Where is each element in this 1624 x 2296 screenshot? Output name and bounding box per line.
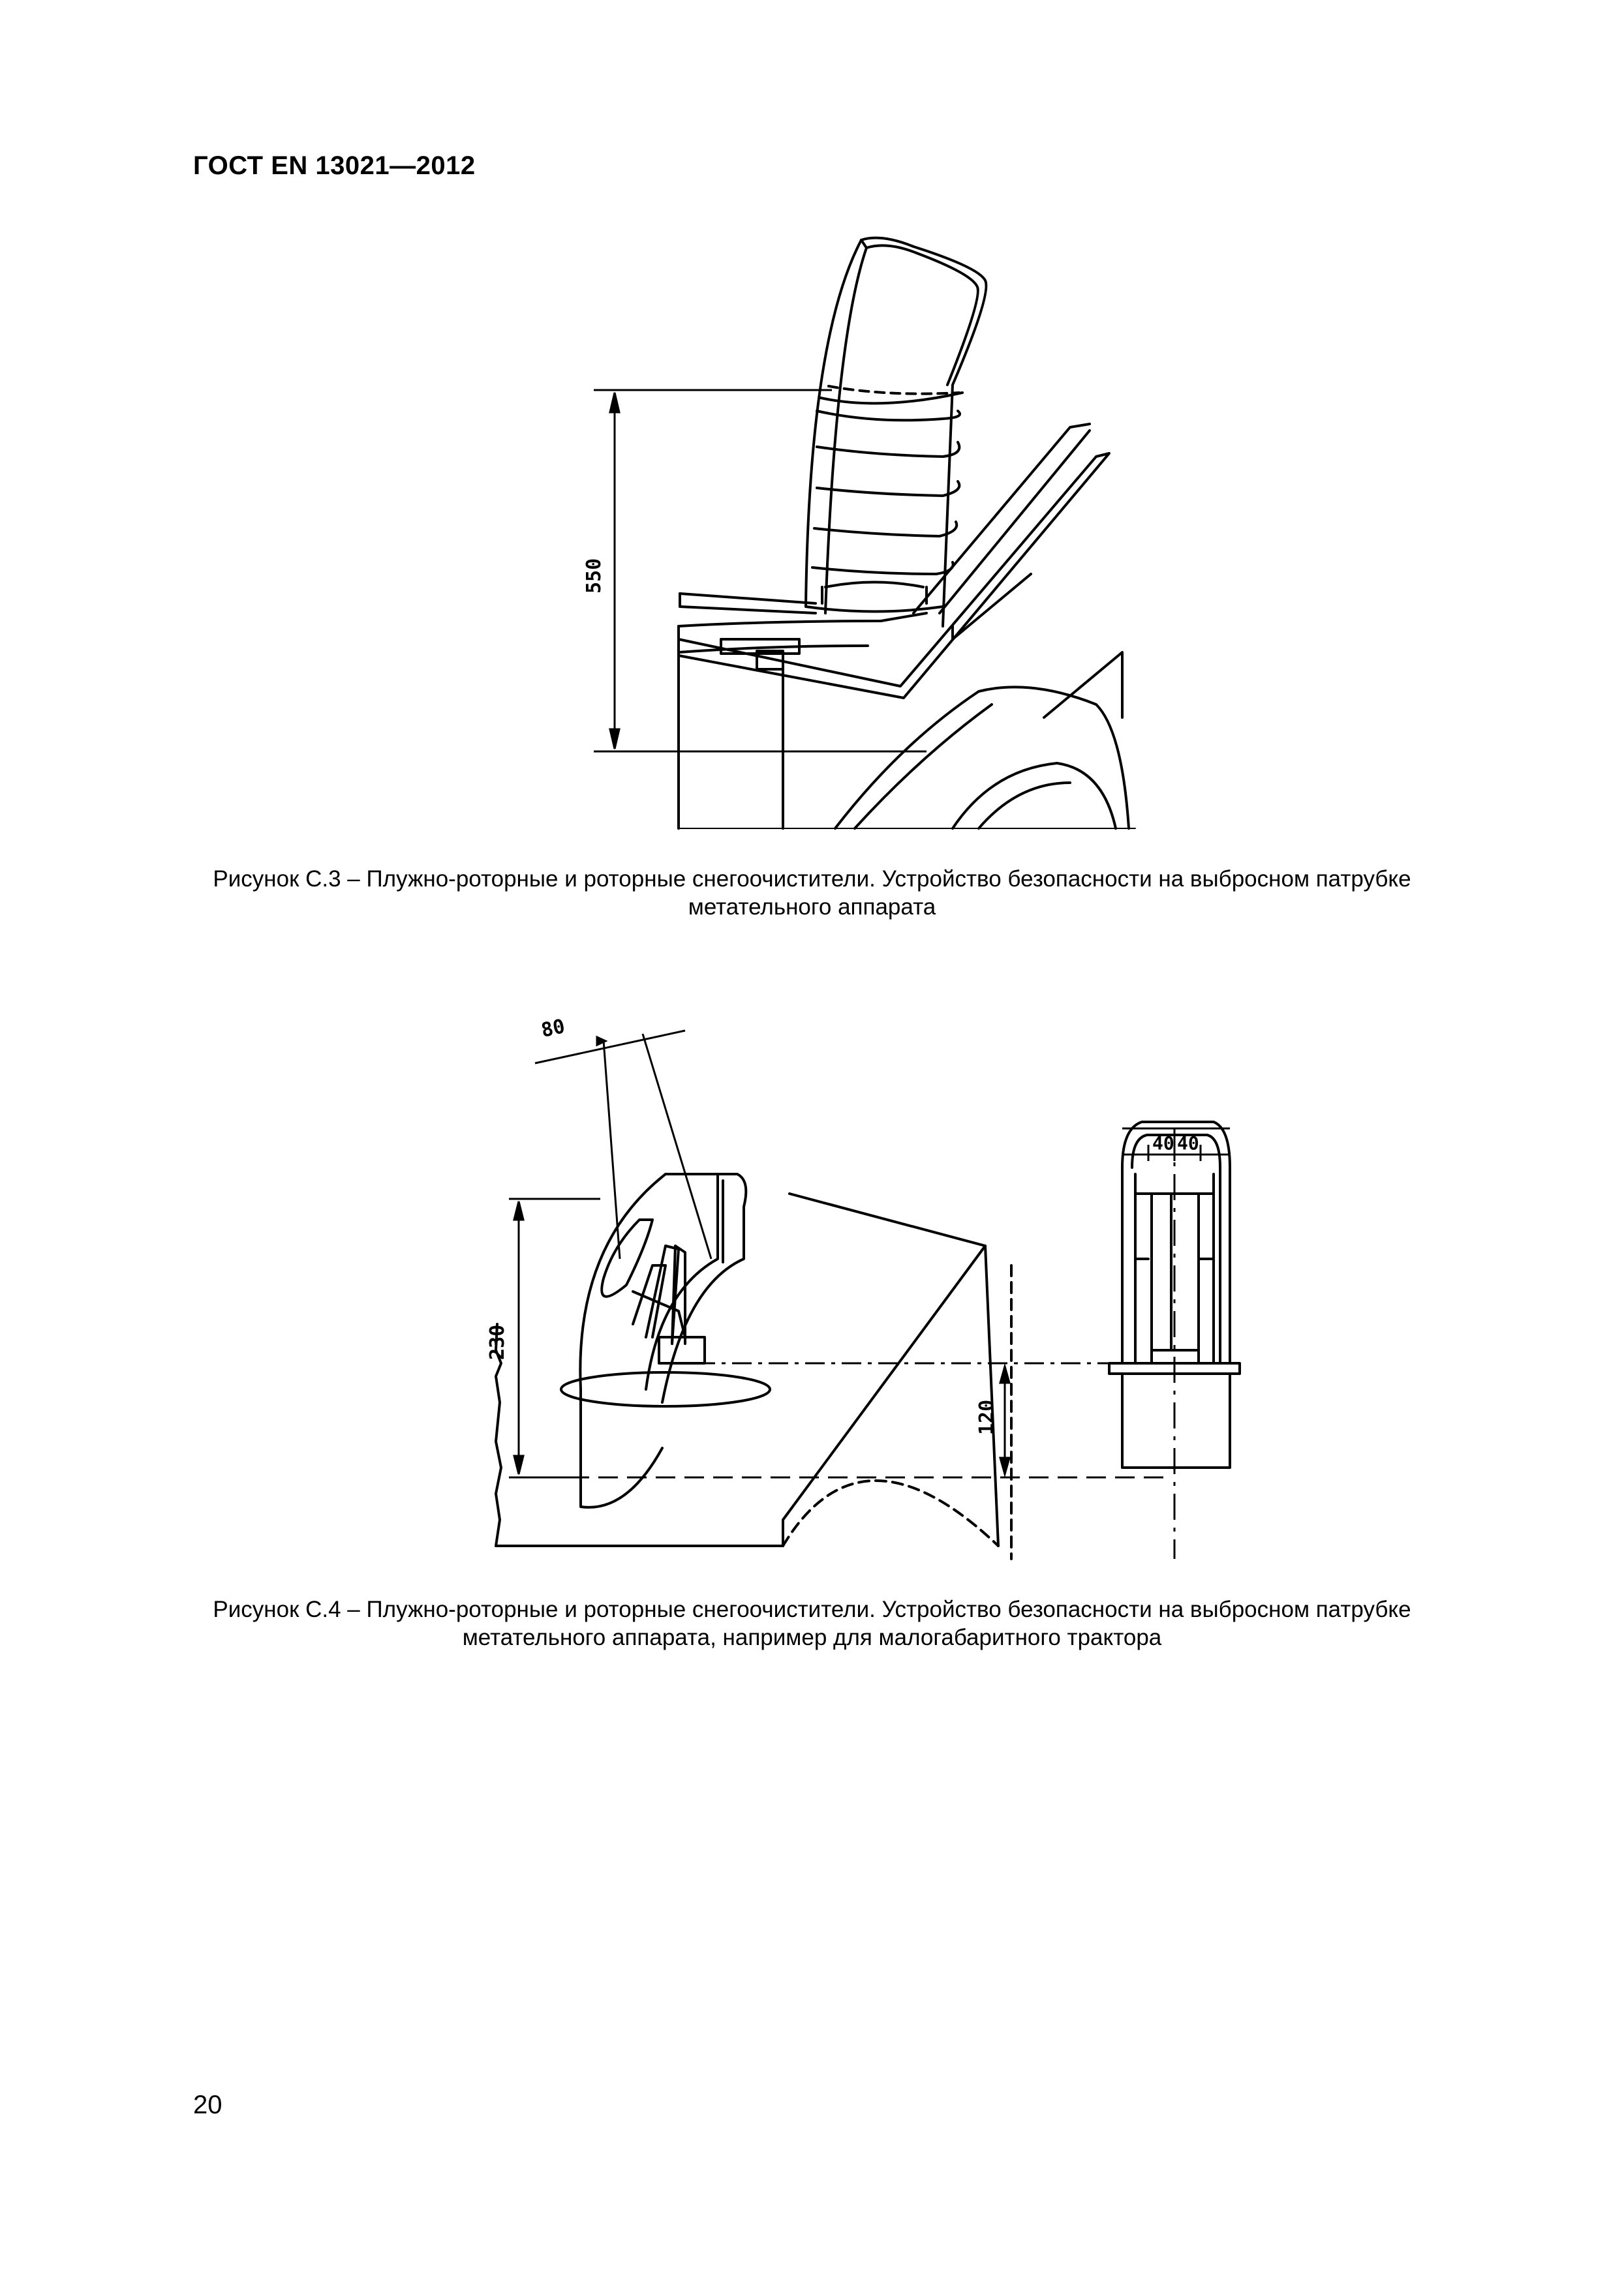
figure-c3-drawing [574,222,1142,835]
page-number: 20 [193,2091,222,2119]
dimension-80-label: 80 [539,1015,567,1042]
dimension-40-right-label: 40 [1177,1132,1199,1154]
dimension-230-label: 230 [486,1324,509,1360]
figure-c3-caption-line2: метательного аппарата [688,894,936,920]
document-header: ГОСТ EN 13021—2012 [193,151,476,180]
dimension-120-label: 120 [975,1399,998,1435]
figure-c3-caption-line1: Рисунок С.3 – Плужно-роторные и роторные снегоочистители. Устройство безопасности на выбросном патрубке [213,866,1411,892]
figure-c4-caption [130,1595,1494,1652]
dimension-550-label: 550 [583,558,605,594]
figure-c4-caption-line1: Рисунок С.4 – Плужно-роторные и роторные снегоочистители. Устройство безопасности на выбросном патрубке [213,1597,1411,1622]
figure-c4-drawing [450,998,1266,1572]
dimension-40-left-label: 40 [1152,1132,1174,1154]
figure-c4-caption-line2: метательного аппарата, например для малогабаритного трактора [462,1625,1162,1650]
figure-c3-caption [130,865,1494,921]
